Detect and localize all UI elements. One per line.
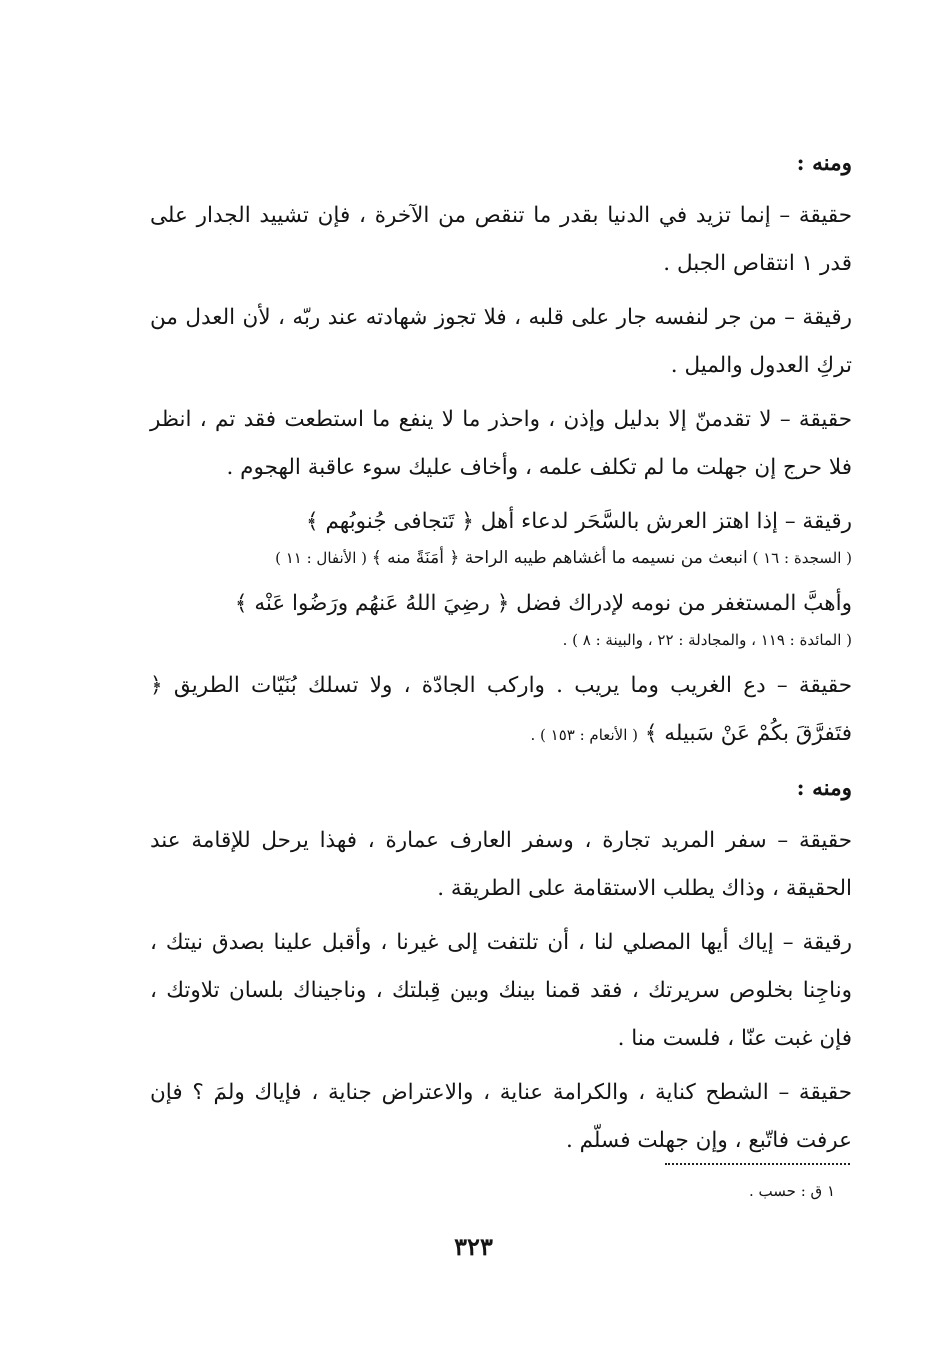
paragraph-text: انبعث من نسيمه ما أغشاهم طيبه الراحة ﴿ أمَنَةً منه ﴾ — [371, 548, 748, 568]
paragraph: حقيقة – إنما تزيد في الدنيا بقدر ما تنقص من الآخرة ، فإن تشييد الجدار على قدر ١ انتقاص الجبل . — [150, 203, 852, 276]
paragraph: حقيقة – الشطح كناية ، والكرامة عناية ، والاعتراض جناية ، فإياك ولمَ ؟ فإن عرفت فاتّبع ، وإن جهلت فسلّم . — [150, 1080, 852, 1153]
footnote: ١ ق : حسب . — [749, 1182, 835, 1200]
paragraph: حقيقة – سفر المريد تجارة ، وسفر العارف عمارة ، فهذا يرحل للإقامة عند الحقيقة ، وذاك يطلب الاستقامة على الطريقة . — [150, 828, 852, 901]
quran-reference: ( المائدة : ١١٩ ، والمجادلة : ٢٢ ، والبينة : ٨ ) . — [562, 631, 852, 649]
quran-reference: ( السجدة : ١٦ ) — [752, 549, 852, 567]
section-heading: ومنه : — [796, 776, 852, 801]
quran-reference: ( الأنعام : ١٥٣ ) . — [530, 726, 639, 744]
quran-reference: ( الأنفال : ١١ ) — [275, 549, 367, 567]
paragraph: رقيقة – من جر لنفسه جار على قلبه ، فلا تجوز شهادته عند ربّه ، لأن العدل من تركِ العدول والميل . — [150, 305, 852, 378]
paragraph-text: حقيقة – دع الغريب وما يريب . واركب الجادّة ، ولا تسلك بُنَيّات الطريق ﴿ فتَفرَّقَ بكُمْ عَنْ سَبيله ﴾ — [150, 673, 852, 746]
paragraph: رقيقة – إياك أيها المصلي لنا ، أن تلتفت إلى غيرنا ، وأقبل علينا بصدق نيتك ، وناجِنا بخلوص سريرتك ، فقد قمنا بينك وبين قِبلتك ، وناجيناك بلسان تلاوتك ، فإن غبت عنّا ، فلست منا . — [150, 930, 852, 1051]
paragraph-line — [150, 542, 852, 574]
paragraph: حقيقة – لا تقدمنّ إلا بدليل وإذن ، واحذر ما لا ينفع ما استطعت فقد تم ، انظر فلا حرج إن جهلت ما لم تكلف علمه ، وأخاف عليك سوء عاقبة الهجوم . — [150, 407, 852, 480]
paragraph — [150, 662, 852, 759]
paragraph-line: رقيقة – إذا اهتز العرش بالسَّحَر لدعاء أهل ﴿ تَتجافى جُنوبُهم ﴾ — [306, 509, 852, 534]
paragraph-line: وأهبَّ المستغفر من نومه لإدراك فضل ﴿ رضِيَ اللهُ عَنهُم ورَضُوا عَنْه ﴾ — [234, 591, 852, 616]
footnote-separator — [665, 1163, 850, 1165]
page-number: ٣٢٣ — [454, 1232, 493, 1261]
page-body — [150, 140, 852, 1171]
section-heading: ومنه : — [796, 151, 852, 176]
quran-paragraph — [150, 498, 852, 656]
